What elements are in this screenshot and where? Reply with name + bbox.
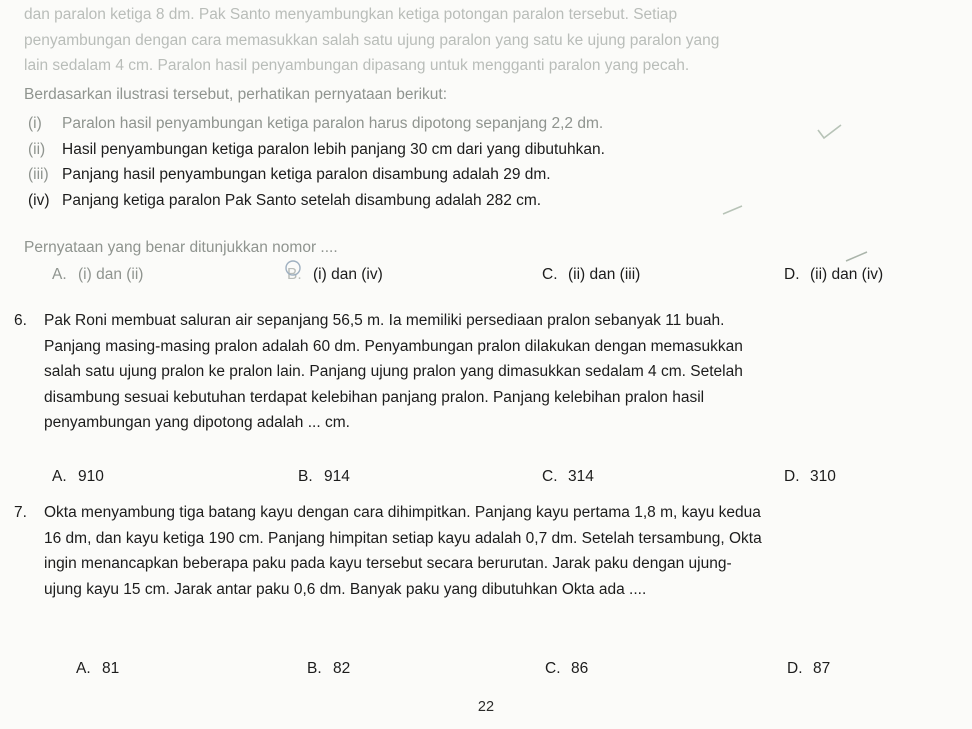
question-6-line-1: Pak Roni membuat saluran air sepanjang 56,5 m. Ia memiliki persediaan pralon sebanyak 11 buah. [44,312,725,329]
statement-text: Hasil penyambungan ketiga paralon lebih panjang 30 cm dari yang dibutuhkan. [62,140,605,158]
option-label: C. [542,266,558,283]
option-text: (i) dan (ii) [78,266,144,283]
option-d[interactable] [784,266,883,284]
option-text: 87 [813,660,831,677]
page-number: 22 [477,699,495,715]
statement-item [28,188,962,214]
question-7-line-3: ingin menancapkan beberapa paku pada kayu tersebut secara berurutan. Jarak paku dengan ujung- [44,555,732,572]
option-label: A. [52,266,67,283]
statement-list [28,111,962,213]
option-c[interactable] [545,660,588,678]
intro-paragraph [24,2,962,79]
option-text: 910 [78,468,104,485]
question-7-number: 7. [14,504,27,521]
question-7-line-1: Okta menyambung tiga batang kayu dengan cara dihimpitkan. Panjang kayu pertama 1,8 m, kayu kedua [44,504,761,521]
question-5-options [24,266,972,292]
option-text: 314 [568,468,594,485]
option-b[interactable] [298,468,350,486]
question-7-options [24,660,972,686]
option-text: 914 [324,468,350,485]
question-6-line-2: Panjang masing-masing pralon adalah 60 dm. Penyambungan pralon dilakukan dengan memasukkan [44,337,743,355]
statement-text: Panjang hasil penyambungan ketiga paralon disambung adalah 29 dm. [62,166,551,183]
option-label: A. [76,660,91,677]
option-a[interactable] [52,266,143,284]
option-label: A. [52,468,67,485]
statement-item [28,137,962,163]
intro-line-3: lain sedalam 4 cm. Paralon hasil penyambungan dipasang untuk mengganti paralon yang pecah. [24,57,690,74]
statement-text: Paralon hasil penyambungan ketiga paralon harus dipotong sepanjang 2,2 dm. [62,115,604,132]
option-label: D. [787,660,803,677]
option-c[interactable] [542,266,640,284]
statement-text: Panjang ketiga paralon Pak Santo setelah disambung adalah 282 cm. [62,191,542,209]
question-6-line-4: disambung sesuai kebutuhan terdapat kelebihan panjang pralon. Panjang kelebihan pralon hasil [44,388,705,406]
option-a[interactable] [52,468,104,486]
option-label: B. [287,266,302,283]
option-text: (ii) dan (iii) [568,266,641,283]
option-d[interactable] [787,660,830,678]
question-7-body [44,500,966,602]
option-label: B. [298,468,313,485]
statement-roman: (ii) [28,140,46,158]
option-text: 310 [810,468,836,485]
option-text: 81 [102,660,120,677]
statement-roman: (iv) [28,191,50,209]
option-label: C. [542,468,558,485]
option-d[interactable] [784,468,836,486]
statement-item [28,111,962,137]
option-a[interactable] [76,660,119,678]
question-7-line-4: ujung kayu 15 cm. Jarak antar paku 0,6 dm. Banyak paku yang dibutuhkan Okta ada .... [44,580,647,598]
question-6-line-5: penyambungan yang dipotong adalah ... cm. [44,414,350,431]
statement-item [28,162,962,188]
option-label: D. [784,266,800,283]
intro-line-1: dan paralon ketiga 8 dm. Pak Santo menyambungkan ketiga potongan paralon tersebut. Setiap [24,6,678,23]
question-5-prompt: Pernyataan yang benar ditunjukkan nomor .... [24,239,338,256]
option-label: C. [545,660,561,677]
question-6-options [24,468,972,494]
option-text: 86 [571,660,589,677]
question-6-body [44,308,966,436]
statement-roman: (i) [28,115,42,132]
question-6-number: 6. [14,312,27,329]
option-b[interactable] [307,660,350,678]
question-6-line-3: salah satu ujung pralon ke pralon lain. Panjang ujung pralon yang dimasukkan sedalam 4 cm. Setelah [44,363,743,380]
option-text: (i) dan (iv) [313,266,383,283]
statement-roman: (iii) [28,166,49,183]
question-7-line-2: 16 dm, dan kayu ketiga 190 cm. Panjang himpitan setiap kayu adalah 0,7 dm. Setelah tersambung, Okta [44,529,762,547]
option-text: (ii) dan (iv) [810,266,884,283]
intro-line-2: penyambungan dengan cara memasukkan salah satu ujung paralon yang satu ke ujung paralon yang [24,31,720,49]
option-c[interactable] [542,468,594,486]
option-label: B. [307,660,322,677]
option-b[interactable] [287,266,383,284]
instruction-line: Berdasarkan ilustrasi tersebut, perhatikan pernyataan berikut: [24,86,448,103]
option-text: 82 [333,660,351,677]
option-label: D. [784,468,800,485]
